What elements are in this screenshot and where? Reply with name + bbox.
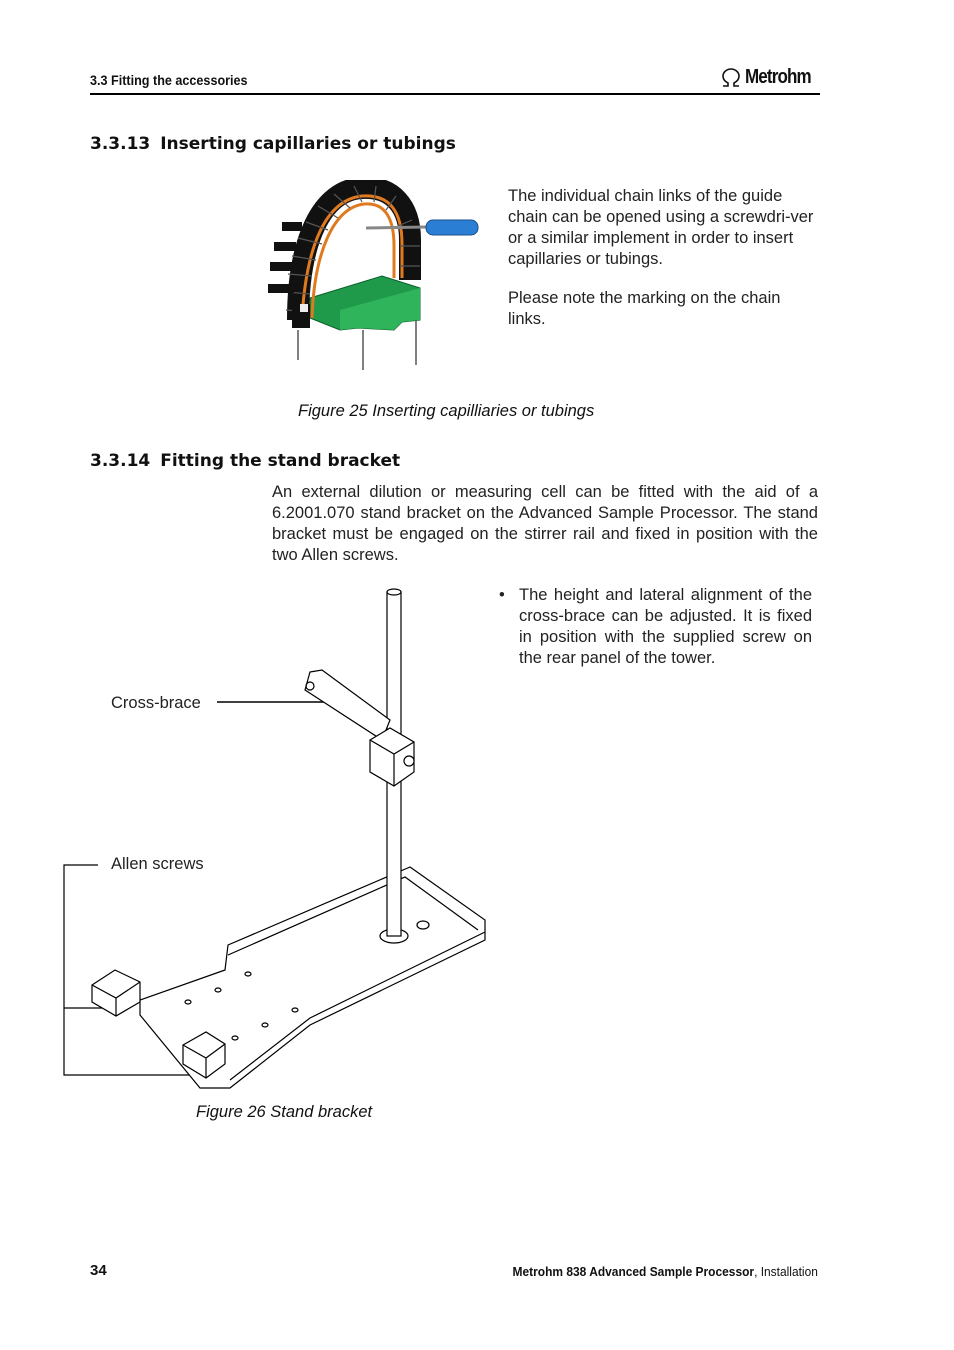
chain-paragraph-2: Please note the marking on the chain links. <box>508 289 781 328</box>
footer-product <box>513 1264 818 1279</box>
cross-brace-arm <box>305 670 390 740</box>
chain-guide-illustration <box>262 180 482 370</box>
running-header-section: 3.3 Fitting the accessories <box>90 72 248 88</box>
footer-product-name: Metrohm 838 Advanced Sample Processor <box>512 1264 755 1279</box>
clamp-screw <box>404 756 414 766</box>
screwdriver-shaft <box>366 227 427 228</box>
rod-top <box>387 589 401 595</box>
cross-brace-label: Cross-brace <box>111 694 201 712</box>
omega-logo-icon <box>720 68 742 88</box>
section-heading-3-3-13 <box>90 134 456 154</box>
figure-25-caption: Figure 25 Inserting capilliaries or tubings <box>298 402 595 420</box>
figure-26-caption: Figure 26 Stand bracket <box>196 1103 373 1121</box>
section-title: Inserting capillaries or tubings <box>160 134 456 154</box>
metrohm-logo <box>720 66 822 89</box>
header-rule <box>90 93 820 95</box>
bullet-item: • The height and lateral alignment of the cross-brace can be adjusted. It is fixed in position with the supplied screw on the rear panel of the tower. <box>499 585 812 669</box>
section-heading-3-3-14 <box>90 451 400 471</box>
section-title: Fitting the stand bracket <box>160 451 401 471</box>
section-number: 3.3.14 <box>90 451 151 471</box>
bullet-list <box>499 585 812 669</box>
screwdriver-handle <box>426 220 478 235</box>
stand-bracket-paragraph: An external dilution or measuring cell can be fitted with the aid of a 6.2001.070 stand bracket on the Advanced Sample Processor. The stand bracket must be engaged on the stirrer rail and fixed in position with the two Allen screws. <box>272 483 818 564</box>
link-marking <box>300 304 308 312</box>
footer-product-suffix: , Installation <box>754 1264 818 1279</box>
section-number: 3.3.13 <box>90 134 151 154</box>
logo-text: Metrohm <box>745 66 811 88</box>
page-number: 34 <box>90 1262 107 1279</box>
chain-paragraph-1: The individual chain links of the guide chain can be opened using a screwdri-ver or a similar implement in order to insert capillaries or tubings. <box>508 187 814 268</box>
allen-screws-label: Allen screws <box>111 855 204 873</box>
stand-bracket-illustration <box>60 580 500 1100</box>
